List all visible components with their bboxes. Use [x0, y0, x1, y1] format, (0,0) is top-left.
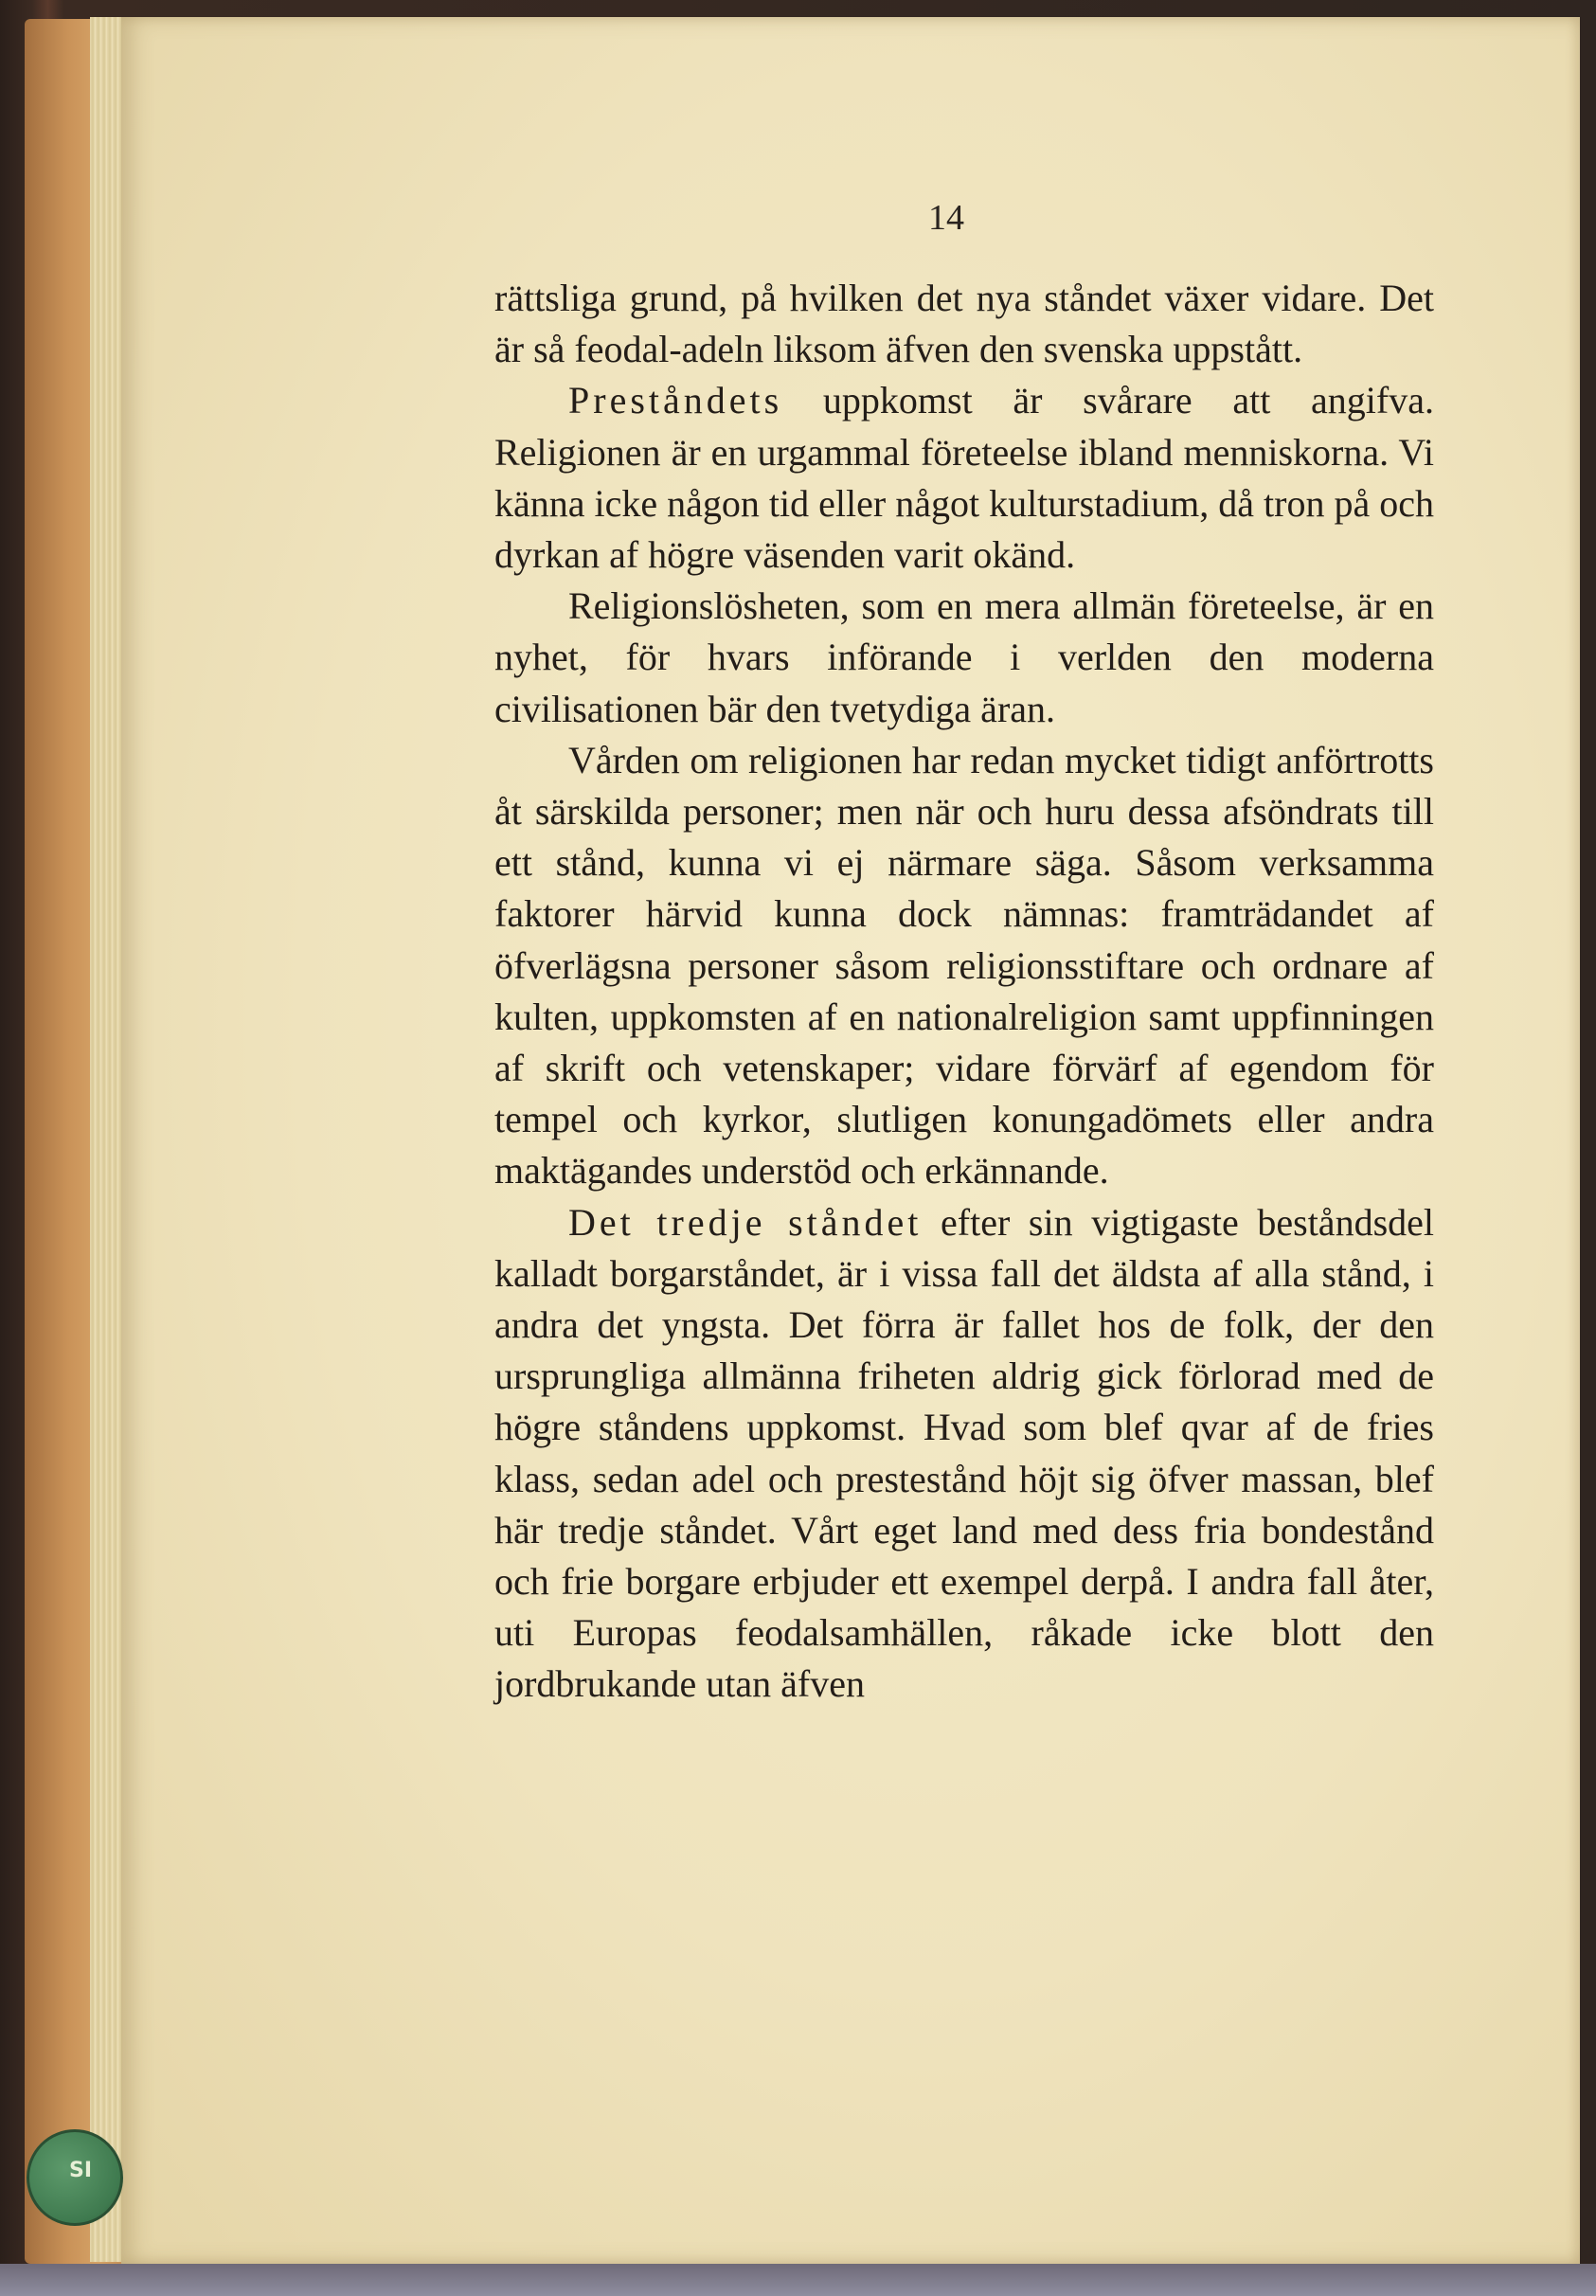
- paragraph-5-lead: Det tredje ståndet: [568, 1200, 923, 1244]
- paragraph-3-text: Religionslösheten, som en mera allmän företeelse, är en nyhet, för hvars införande i verlden den moderna civilisationen bär den tvetydiga äran.: [494, 584, 1434, 730]
- paragraph-5: [494, 1197, 1434, 1711]
- paragraph-1: [494, 273, 1434, 375]
- paragraph-4: [494, 735, 1434, 1197]
- paragraph-3: [494, 581, 1434, 735]
- paragraph-2-lead: Preståndets: [568, 379, 783, 422]
- paragraph-2-text: uppkomst är svårare att angifva. Religionen är en urgammal företeelse ibland menniskorna. Vi känna icke någon tid eller något kulturstadium, då tron på och dyrkan af högre väsenden varit okänd.: [494, 379, 1434, 577]
- paragraph-1-text: rättsliga grund, på hvilken det nya ståndet växer vidare. Det är så feodal-adeln liksom äfven den svenska uppstått.: [494, 277, 1434, 371]
- paragraph-4-text: Vården om religionen har redan mycket tidigt anförtrotts åt särskilda personer; men när och huru dessa afsöndrats till ett stånd, kunna vi ej närmare säga. Såsom verksamma faktorer härvid kunna dock nämnas: framträdandet af öfverlägsna personer såsom religionsstiftare och ordnare af kulten, uppkomsten af en nationalreligion samt uppfinningen af skrift och vetenskaper; vidare förvärf af egendom för tempel och kyrkor, slutligen konungadömets eller andra maktägandes understöd och erkännande.: [494, 738, 1434, 1193]
- page-number: 14: [928, 198, 964, 238]
- scan-bottom-strip: [0, 2264, 1596, 2296]
- library-stamp: [27, 2129, 123, 2226]
- body-text: [494, 273, 1434, 1711]
- paragraph-2: [494, 375, 1434, 581]
- paragraph-5-text: efter sin vigtigaste beståndsdel kalladt borgarståndet, är i vissa fall det äldsta af alla stånd, i andra det yngsta. Det förra är fallet hos de folk, der den ursprungliga allmänna friheten aldrig gick förlorad med de högre ståndens uppkomst. Hvad som blef qvar af de fries klass, sedan adel och prestestånd höjt sig öfver massan, blef här tredje ståndet. Vårt eget land med dess fria bondestånd och frie borgare erbjuder ett exempel derpå. I andra fall åter, uti Europas feodalsamhällen, råkade icke blott den jordbrukande utan äfven: [494, 1200, 1434, 1706]
- library-stamp-text: SI: [69, 2159, 93, 2182]
